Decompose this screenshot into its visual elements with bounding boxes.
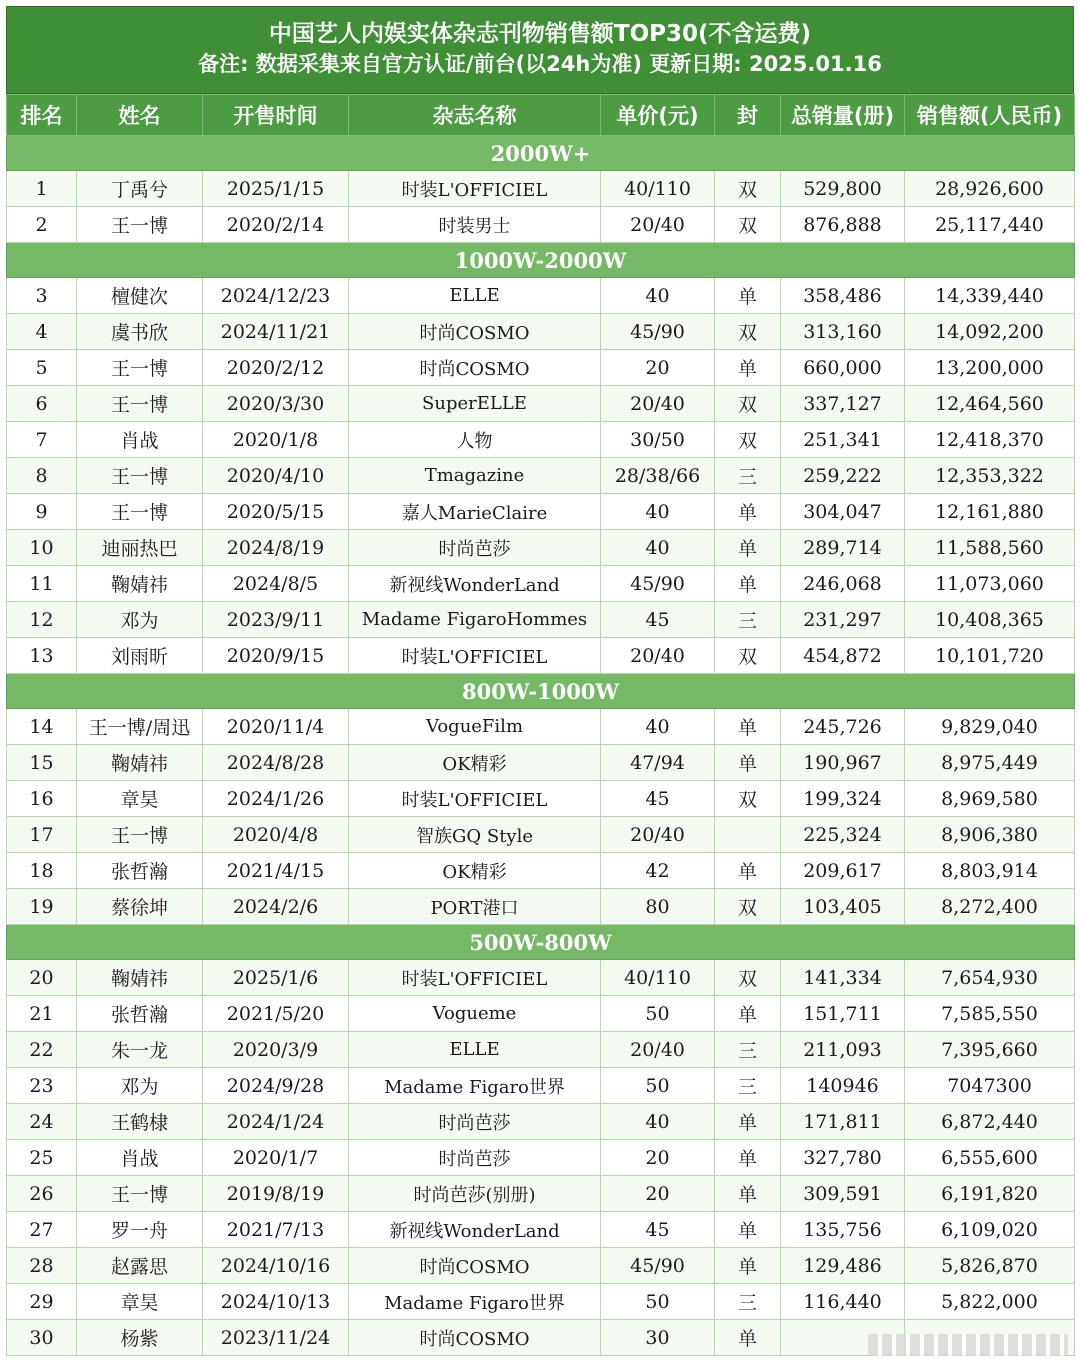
cell-unit-price: 50 (601, 996, 715, 1032)
table-row (7, 1248, 1075, 1284)
cell-magazine: ELLE (349, 278, 601, 314)
cell-name: 章昊 (77, 781, 203, 817)
cell-cover: 单 (715, 1212, 781, 1248)
cell-release-date: 2020/3/30 (203, 386, 349, 422)
cell-magazine: Madame FigaroHommes (349, 602, 601, 638)
cell-release-date: 2020/5/15 (203, 494, 349, 530)
cell-release-date: 2024/8/5 (203, 566, 349, 602)
cell-total-sales: 135,756 (781, 1212, 905, 1248)
cell-total-sales: 245,726 (781, 709, 905, 745)
cell-total-sales: 140946 (781, 1068, 905, 1104)
table-row (7, 817, 1075, 853)
cell-unit-price: 50 (601, 1284, 715, 1320)
cell-cover: 单 (715, 745, 781, 781)
cell-unit-price: 30/50 (601, 422, 715, 458)
cell-revenue: 12,353,322 (905, 458, 1075, 494)
col-header-rank: 排名 (7, 95, 77, 136)
cell-magazine: Madame Figaro世界 (349, 1284, 601, 1320)
cell-rank: 23 (7, 1068, 77, 1104)
cell-cover: 单 (715, 996, 781, 1032)
cell-cover: 双 (715, 314, 781, 350)
cell-release-date: 2024/1/24 (203, 1104, 349, 1140)
cell-revenue: 5,822,000 (905, 1284, 1075, 1320)
cell-unit-price: 80 (601, 889, 715, 925)
sheet-subtitle: 备注: 数据采集来自官方认证/前台(以24h为准) 更新日期: 2025.01.16 (198, 52, 882, 76)
cell-cover: 单 (715, 350, 781, 386)
cell-name: 王一博 (77, 494, 203, 530)
cell-revenue: 7,654,930 (905, 960, 1075, 996)
table-row (7, 386, 1075, 422)
tier-header-row (7, 925, 1075, 960)
cell-cover: 三 (715, 602, 781, 638)
cell-unit-price: 20 (601, 350, 715, 386)
cell-rank: 26 (7, 1176, 77, 1212)
cell-release-date: 2020/3/9 (203, 1032, 349, 1068)
cell-name: 邓为 (77, 1068, 203, 1104)
cell-revenue: 12,464,560 (905, 386, 1075, 422)
cell-cover: 单 (715, 1176, 781, 1212)
watermark (868, 1334, 1068, 1356)
cell-release-date: 2024/2/6 (203, 889, 349, 925)
table-row (7, 960, 1075, 996)
cell-magazine: 新视线WonderLand (349, 566, 601, 602)
cell-magazine: 时装L'OFFICIEL (349, 171, 601, 207)
col-header-revenue: 销售额(人民币) (905, 95, 1075, 136)
cell-total-sales: 231,297 (781, 602, 905, 638)
cell-magazine: 时尚芭莎(别册) (349, 1176, 601, 1212)
table-row (7, 1176, 1075, 1212)
cell-cover: 双 (715, 889, 781, 925)
cell-release-date: 2020/4/8 (203, 817, 349, 853)
cell-total-sales: 129,486 (781, 1248, 905, 1284)
table-row (7, 422, 1075, 458)
table-row (7, 207, 1075, 243)
cell-revenue: 12,418,370 (905, 422, 1075, 458)
cell-unit-price: 50 (601, 1068, 715, 1104)
cell-total-sales: 190,967 (781, 745, 905, 781)
cell-magazine: SuperELLE (349, 386, 601, 422)
cell-name: 鞠婧祎 (77, 566, 203, 602)
cell-unit-price: 40/110 (601, 960, 715, 996)
cell-total-sales: 876,888 (781, 207, 905, 243)
cell-name: 赵露思 (77, 1248, 203, 1284)
table-row (7, 602, 1075, 638)
cell-rank: 10 (7, 530, 77, 566)
cell-total-sales: 529,800 (781, 171, 905, 207)
cell-name: 杨紫 (77, 1320, 203, 1356)
cell-name: 丁禹兮 (77, 171, 203, 207)
cell-unit-price: 28/38/66 (601, 458, 715, 494)
table-row (7, 1032, 1075, 1068)
table-row (7, 853, 1075, 889)
table-body (7, 136, 1075, 1356)
cell-name: 罗一舟 (77, 1212, 203, 1248)
cell-rank: 4 (7, 314, 77, 350)
table-row (7, 1104, 1075, 1140)
cell-cover: 双 (715, 171, 781, 207)
cell-unit-price: 45/90 (601, 1248, 715, 1284)
cell-revenue: 8,969,580 (905, 781, 1075, 817)
cell-magazine: OK精彩 (349, 745, 601, 781)
cell-total-sales: 151,711 (781, 996, 905, 1032)
cell-magazine: 时装男士 (349, 207, 601, 243)
cell-revenue: 8,975,449 (905, 745, 1075, 781)
cell-revenue: 7047300 (905, 1068, 1075, 1104)
cell-magazine: 时尚COSMO (349, 1248, 601, 1284)
cell-magazine: 嘉人MarieClaire (349, 494, 601, 530)
table-row (7, 314, 1075, 350)
cell-release-date: 2021/4/15 (203, 853, 349, 889)
table-row (7, 1212, 1075, 1248)
cell-name: 王鹤棣 (77, 1104, 203, 1140)
cell-unit-price: 40 (601, 1104, 715, 1140)
sales-ranking-sheet (6, 6, 1074, 1356)
cell-rank: 25 (7, 1140, 77, 1176)
cell-cover: 双 (715, 781, 781, 817)
cell-revenue: 6,872,440 (905, 1104, 1075, 1140)
cell-total-sales: 289,714 (781, 530, 905, 566)
cell-total-sales: 309,591 (781, 1176, 905, 1212)
cell-magazine: 时尚芭莎 (349, 1140, 601, 1176)
cell-revenue: 11,073,060 (905, 566, 1075, 602)
cell-name: 鞠婧祎 (77, 745, 203, 781)
cell-name: 迪丽热巴 (77, 530, 203, 566)
cell-magazine: Madame Figaro世界 (349, 1068, 601, 1104)
cell-cover: 双 (715, 960, 781, 996)
cell-unit-price: 20/40 (601, 638, 715, 674)
cell-name: 虞书欣 (77, 314, 203, 350)
cell-total-sales: 209,617 (781, 853, 905, 889)
cell-rank: 2 (7, 207, 77, 243)
cell-release-date: 2024/10/16 (203, 1248, 349, 1284)
cell-rank: 24 (7, 1104, 77, 1140)
cell-total-sales: 251,341 (781, 422, 905, 458)
cell-release-date: 2020/2/12 (203, 350, 349, 386)
cell-total-sales: 171,811 (781, 1104, 905, 1140)
cell-rank: 8 (7, 458, 77, 494)
sheet-title: 中国艺人内娱实体杂志刊物销售额TOP30(不含运费) (268, 21, 812, 47)
cell-total-sales: 358,486 (781, 278, 905, 314)
cell-magazine: 时尚COSMO (349, 314, 601, 350)
col-header-total-sales: 总销量(册) (781, 95, 905, 136)
cell-total-sales: 313,160 (781, 314, 905, 350)
cell-revenue: 7,395,660 (905, 1032, 1075, 1068)
table-row (7, 458, 1075, 494)
cell-total-sales: 304,047 (781, 494, 905, 530)
cell-cover: 单 (715, 1104, 781, 1140)
cell-unit-price: 20/40 (601, 386, 715, 422)
cell-total-sales: 337,127 (781, 386, 905, 422)
cell-release-date: 2020/9/15 (203, 638, 349, 674)
cell-magazine: VogueFilm (349, 709, 601, 745)
tier-header-row (7, 136, 1075, 171)
cell-rank: 20 (7, 960, 77, 996)
cell-rank: 6 (7, 386, 77, 422)
cell-revenue: 5,826,870 (905, 1248, 1075, 1284)
cell-release-date: 2019/8/19 (203, 1176, 349, 1212)
cell-release-date: 2021/5/20 (203, 996, 349, 1032)
cell-revenue: 14,092,200 (905, 314, 1075, 350)
cell-unit-price: 40 (601, 494, 715, 530)
cell-revenue: 12,161,880 (905, 494, 1075, 530)
cell-total-sales: 103,405 (781, 889, 905, 925)
table-row (7, 781, 1075, 817)
cell-magazine: ELLE (349, 1032, 601, 1068)
cell-name: 檀健次 (77, 278, 203, 314)
cell-rank: 12 (7, 602, 77, 638)
cell-release-date: 2024/11/21 (203, 314, 349, 350)
cell-magazine: 时装L'OFFICIEL (349, 960, 601, 996)
table-row (7, 530, 1075, 566)
cell-name: 肖战 (77, 422, 203, 458)
cell-magazine: Vogueme (349, 996, 601, 1032)
table-row (7, 1140, 1075, 1176)
cell-magazine: 时装L'OFFICIEL (349, 781, 601, 817)
cell-magazine: 人物 (349, 422, 601, 458)
cell-revenue: 9,829,040 (905, 709, 1075, 745)
table-row (7, 350, 1075, 386)
cell-rank: 16 (7, 781, 77, 817)
cell-revenue: 6,191,820 (905, 1176, 1075, 1212)
cell-unit-price: 40 (601, 530, 715, 566)
cell-rank: 15 (7, 745, 77, 781)
cell-name: 张哲瀚 (77, 853, 203, 889)
cell-magazine: 新视线WonderLand (349, 1212, 601, 1248)
cell-name: 朱一龙 (77, 1032, 203, 1068)
cell-unit-price: 45/90 (601, 314, 715, 350)
cell-unit-price: 47/94 (601, 745, 715, 781)
cell-unit-price: 45 (601, 602, 715, 638)
cell-name: 王一博 (77, 207, 203, 243)
cell-release-date: 2020/2/14 (203, 207, 349, 243)
cell-release-date: 2023/11/24 (203, 1320, 349, 1356)
cell-revenue: 8,906,380 (905, 817, 1075, 853)
cell-magazine: 时尚芭莎 (349, 1104, 601, 1140)
cell-rank: 28 (7, 1248, 77, 1284)
cell-unit-price: 40/110 (601, 171, 715, 207)
cell-unit-price: 42 (601, 853, 715, 889)
tier-header-row (7, 674, 1075, 709)
cell-rank: 17 (7, 817, 77, 853)
cell-release-date: 2024/1/26 (203, 781, 349, 817)
cell-rank: 9 (7, 494, 77, 530)
ranking-table (6, 94, 1075, 1356)
cell-rank: 11 (7, 566, 77, 602)
cell-release-date: 2020/1/8 (203, 422, 349, 458)
cell-name: 蔡徐坤 (77, 889, 203, 925)
tier-label: 500W-800W (7, 925, 1075, 960)
cell-total-sales: 199,324 (781, 781, 905, 817)
cell-magazine: 时尚COSMO (349, 350, 601, 386)
cell-rank: 29 (7, 1284, 77, 1320)
col-header-cover: 封 (715, 95, 781, 136)
cell-revenue: 25,117,440 (905, 207, 1075, 243)
table-row (7, 494, 1075, 530)
cell-rank: 7 (7, 422, 77, 458)
cell-rank: 13 (7, 638, 77, 674)
cell-cover: 单 (715, 853, 781, 889)
column-header-row (7, 95, 1075, 136)
cell-name: 王一博 (77, 1176, 203, 1212)
cell-unit-price: 20/40 (601, 207, 715, 243)
tier-label: 800W-1000W (7, 674, 1075, 709)
cell-release-date: 2020/11/4 (203, 709, 349, 745)
tier-header-row (7, 243, 1075, 278)
cell-total-sales: 116,440 (781, 1284, 905, 1320)
cell-unit-price: 20 (601, 1176, 715, 1212)
cell-cover: 三 (715, 1068, 781, 1104)
tier-label: 2000W+ (7, 136, 1075, 171)
cell-cover: 单 (715, 1140, 781, 1176)
cell-revenue: 6,555,600 (905, 1140, 1075, 1176)
cell-rank: 3 (7, 278, 77, 314)
cell-rank: 21 (7, 996, 77, 1032)
cell-unit-price: 40 (601, 278, 715, 314)
cell-name: 章昊 (77, 1284, 203, 1320)
cell-unit-price: 20/40 (601, 817, 715, 853)
cell-name: 张哲瀚 (77, 996, 203, 1032)
cell-total-sales: 225,324 (781, 817, 905, 853)
cell-cover: 双 (715, 638, 781, 674)
cell-release-date: 2023/9/11 (203, 602, 349, 638)
cell-rank: 30 (7, 1320, 77, 1356)
cell-cover: 单 (715, 494, 781, 530)
table-row (7, 745, 1075, 781)
cell-rank: 5 (7, 350, 77, 386)
cell-rank: 14 (7, 709, 77, 745)
cell-magazine: Tmagazine (349, 458, 601, 494)
cell-rank: 22 (7, 1032, 77, 1068)
cell-magazine: 时装L'OFFICIEL (349, 638, 601, 674)
cell-unit-price: 45 (601, 781, 715, 817)
cell-total-sales: 246,068 (781, 566, 905, 602)
cell-rank: 1 (7, 171, 77, 207)
cell-cover: 单 (715, 1248, 781, 1284)
cell-unit-price: 45/90 (601, 566, 715, 602)
tier-label: 1000W-2000W (7, 243, 1075, 278)
cell-total-sales: 660,000 (781, 350, 905, 386)
cell-name: 鞠婧祎 (77, 960, 203, 996)
cell-total-sales: 259,222 (781, 458, 905, 494)
table-row (7, 996, 1075, 1032)
cell-rank: 18 (7, 853, 77, 889)
cell-total-sales: 141,334 (781, 960, 905, 996)
cell-release-date: 2020/4/10 (203, 458, 349, 494)
cell-cover: 双 (715, 422, 781, 458)
table-row (7, 1068, 1075, 1104)
cell-name: 邓为 (77, 602, 203, 638)
cell-rank: 19 (7, 889, 77, 925)
cell-magazine: 智族GQ Style (349, 817, 601, 853)
table-row (7, 709, 1075, 745)
cell-magazine: PORT港口 (349, 889, 601, 925)
cell-revenue: 10,101,720 (905, 638, 1075, 674)
cell-revenue: 11,588,560 (905, 530, 1075, 566)
cell-cover: 双 (715, 207, 781, 243)
cell-cover: 三 (715, 1032, 781, 1068)
cell-cover: 三 (715, 1284, 781, 1320)
cell-cover: 单 (715, 530, 781, 566)
cell-unit-price: 30 (601, 1320, 715, 1356)
cell-release-date: 2024/12/23 (203, 278, 349, 314)
cell-magazine: 时尚COSMO (349, 1320, 601, 1356)
cell-release-date: 2025/1/15 (203, 171, 349, 207)
table-row (7, 278, 1075, 314)
cell-release-date: 2020/1/7 (203, 1140, 349, 1176)
cell-cover: 双 (715, 386, 781, 422)
cell-name: 王一博 (77, 386, 203, 422)
cell-name: 王一博/周迅 (77, 709, 203, 745)
cell-total-sales: 327,780 (781, 1140, 905, 1176)
cell-revenue: 8,803,914 (905, 853, 1075, 889)
table-row (7, 889, 1075, 925)
cell-magazine: 时尚芭莎 (349, 530, 601, 566)
cell-magazine: OK精彩 (349, 853, 601, 889)
cell-unit-price: 45 (601, 1212, 715, 1248)
cell-cover: 单 (715, 278, 781, 314)
cell-total-sales: 211,093 (781, 1032, 905, 1068)
table-row (7, 171, 1075, 207)
cell-name: 王一博 (77, 817, 203, 853)
cell-release-date: 2024/9/28 (203, 1068, 349, 1104)
cell-rank: 27 (7, 1212, 77, 1248)
cell-cover (715, 817, 781, 853)
cell-revenue: 6,109,020 (905, 1212, 1075, 1248)
cell-release-date: 2024/10/13 (203, 1284, 349, 1320)
table-row (7, 1284, 1075, 1320)
cell-revenue: 10,408,365 (905, 602, 1075, 638)
cell-unit-price: 20 (601, 1140, 715, 1176)
col-header-magazine: 杂志名称 (349, 95, 601, 136)
sheet-header (6, 6, 1074, 94)
cell-release-date: 2021/7/13 (203, 1212, 349, 1248)
cell-revenue: 28,926,600 (905, 171, 1075, 207)
col-header-unit-price: 单价(元) (601, 95, 715, 136)
cell-cover: 单 (715, 1320, 781, 1356)
col-header-release-date: 开售时间 (203, 95, 349, 136)
table-row (7, 638, 1075, 674)
cell-unit-price: 40 (601, 709, 715, 745)
cell-revenue: 14,339,440 (905, 278, 1075, 314)
cell-release-date: 2024/8/28 (203, 745, 349, 781)
cell-name: 肖战 (77, 1140, 203, 1176)
cell-name: 刘雨昕 (77, 638, 203, 674)
col-header-name: 姓名 (77, 95, 203, 136)
cell-name: 王一博 (77, 458, 203, 494)
cell-unit-price: 20/40 (601, 1032, 715, 1068)
cell-cover: 单 (715, 709, 781, 745)
cell-revenue: 7,585,550 (905, 996, 1075, 1032)
cell-cover: 三 (715, 458, 781, 494)
cell-cover: 单 (715, 566, 781, 602)
cell-release-date: 2024/8/19 (203, 530, 349, 566)
cell-total-sales: 454,872 (781, 638, 905, 674)
table-row (7, 566, 1075, 602)
cell-revenue: 13,200,000 (905, 350, 1075, 386)
cell-revenue: 8,272,400 (905, 889, 1075, 925)
cell-name: 王一博 (77, 350, 203, 386)
cell-release-date: 2025/1/6 (203, 960, 349, 996)
